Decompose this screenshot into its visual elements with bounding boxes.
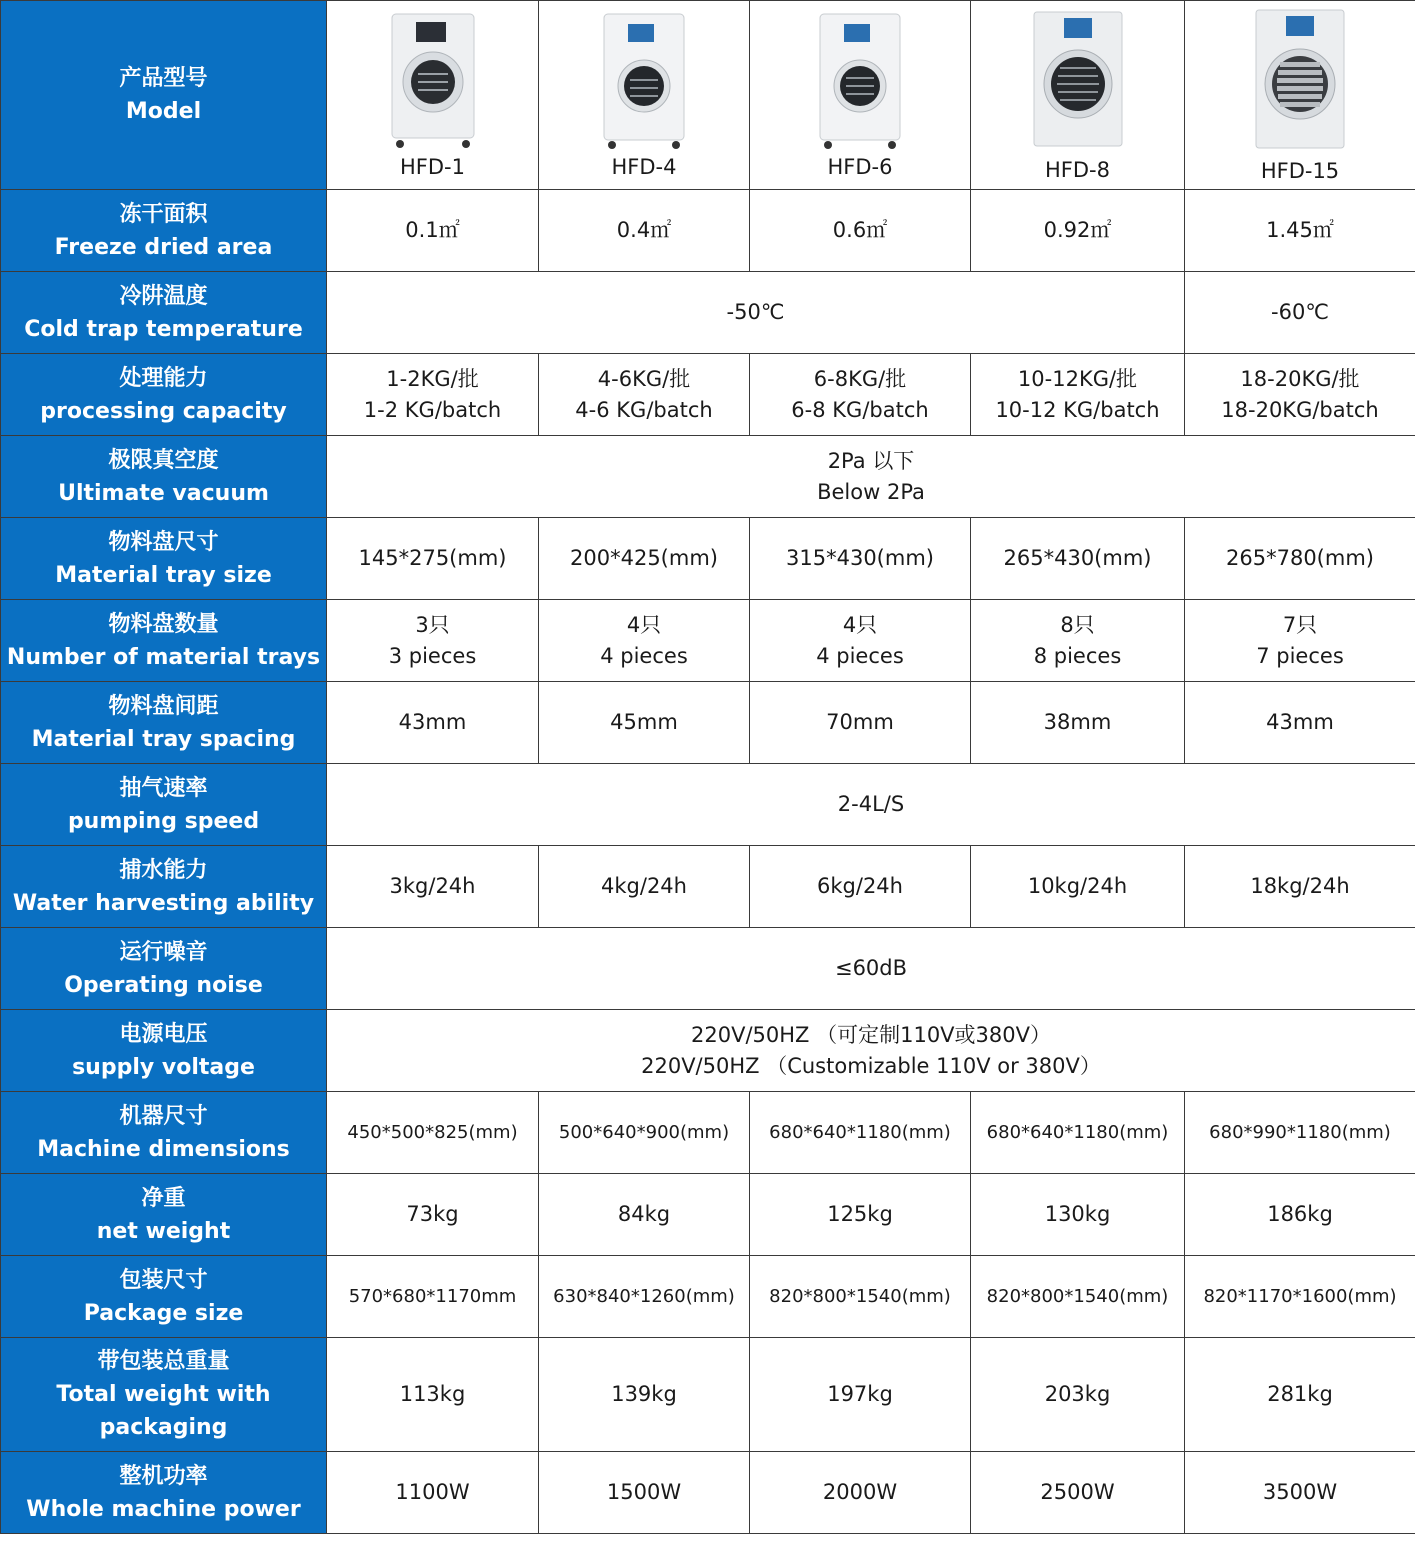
value-cell: 0.4㎡ — [539, 190, 750, 272]
label-en: Ultimate vacuum — [58, 480, 269, 506]
value-zh: 1-2KG/批 — [386, 366, 479, 391]
label-ultimate-vacuum — [1, 436, 327, 518]
row-whole-machine-power — [1, 1452, 1415, 1534]
label-zh: 机器尺寸 — [119, 1103, 208, 1129]
value-zh: 8只 — [1060, 612, 1095, 637]
value-cell — [327, 354, 539, 436]
value-cell — [750, 600, 971, 682]
label-en: Operating noise — [64, 972, 263, 998]
value-cell: 200*425(mm) — [539, 518, 750, 600]
value-cell: 2-4L/S — [327, 764, 1415, 846]
value-cell — [971, 600, 1185, 682]
value-cell: 0.92㎡ — [971, 190, 1185, 272]
row-material-tray-size — [1, 518, 1415, 600]
row-package-size — [1, 1256, 1415, 1338]
model-cell-hfd-15 — [1185, 1, 1415, 190]
label-material-tray-spacing — [1, 682, 327, 764]
value-cell: 130kg — [971, 1174, 1185, 1256]
label-machine-dimensions — [1, 1092, 327, 1174]
label-en: Material tray size — [55, 562, 272, 588]
label-supply-voltage — [1, 1010, 327, 1092]
freeze-dryer-hfd-8-image — [1030, 8, 1126, 153]
label-en: Package size — [83, 1300, 244, 1326]
label-zh: 电源电压 — [119, 1021, 208, 1047]
value-en: 4-6 KG/batch — [575, 397, 713, 422]
label-en: Machine dimensions — [37, 1136, 290, 1162]
label-zh: 包装尺寸 — [119, 1267, 208, 1293]
value-cell: 0.6㎡ — [750, 190, 971, 272]
value-cell: 145*275(mm) — [327, 518, 539, 600]
value-cell — [327, 1010, 1415, 1092]
value-zh: 4只 — [842, 612, 878, 637]
label-zh: 产品型号 — [119, 66, 208, 91]
row-supply-voltage — [1, 1010, 1415, 1092]
value-en: 10-12 KG/batch — [995, 397, 1160, 422]
label-water-harvesting — [1, 846, 327, 928]
value-cell: 10kg/24h — [971, 846, 1185, 928]
value-cell — [327, 436, 1415, 518]
value-cell: 680*990*1180(mm) — [1185, 1092, 1415, 1174]
value-cell: 203kg — [971, 1338, 1185, 1452]
freeze-dryer-hfd-15-image — [1252, 6, 1348, 154]
label-zh: 冷阱温度 — [119, 283, 208, 309]
model-name: HFD-8 — [1045, 157, 1110, 182]
model-name: HFD-6 — [827, 155, 893, 179]
value-cell — [971, 354, 1185, 436]
value-cell: 820*800*1540(mm) — [971, 1256, 1185, 1338]
row-model — [1, 1, 1415, 190]
value-cell: 197kg — [750, 1338, 971, 1452]
freeze-dryer-hfd-6-image — [816, 10, 904, 150]
row-material-tray-spacing — [1, 682, 1415, 764]
label-net-weight — [1, 1174, 327, 1256]
value-zh: 4-6KG/批 — [597, 366, 691, 391]
value-en: 220V/50HZ （Customizable 110V or 380V） — [641, 1053, 1101, 1078]
value-cell: 820*800*1540(mm) — [750, 1256, 971, 1338]
label-package-size — [1, 1256, 327, 1338]
value-cell: 265*430(mm) — [971, 518, 1185, 600]
label-en: Water harvesting ability — [12, 890, 315, 916]
model-cell-hfd-1 — [327, 1, 539, 190]
value-cell — [750, 354, 971, 436]
row-ultimate-vacuum — [1, 436, 1415, 518]
value-en: 7 pieces — [1256, 643, 1344, 668]
value-cell: 2000W — [750, 1452, 971, 1534]
row-water-harvesting — [1, 846, 1415, 928]
value-cell: 500*640*900(mm) — [539, 1092, 750, 1174]
value-cell: 4kg/24h — [539, 846, 750, 928]
value-cell: 1100W — [327, 1452, 539, 1534]
value-en: 18-20KG/batch — [1221, 397, 1379, 422]
value-cell: 186kg — [1185, 1174, 1415, 1256]
label-zh: 运行噪音 — [119, 939, 208, 965]
label-whole-machine-power — [1, 1452, 327, 1534]
value-cell: 2500W — [971, 1452, 1185, 1534]
label-en: Cold trap temperature — [24, 316, 303, 342]
label-number-of-trays — [1, 600, 327, 682]
row-number-of-trays — [1, 600, 1415, 682]
label-zh: 净重 — [141, 1185, 186, 1211]
row-operating-noise — [1, 928, 1415, 1010]
value-cell — [327, 600, 539, 682]
model-name: HFD-1 — [400, 155, 465, 179]
value-cell: 0.1㎡ — [327, 190, 539, 272]
model-cell-hfd-4 — [539, 1, 750, 190]
label-en: Freeze dried area — [54, 234, 273, 260]
value-zh: 10-12KG/批 — [1017, 366, 1138, 391]
label-freeze-dried-area — [1, 190, 327, 272]
label-zh: 抽气速率 — [119, 775, 208, 801]
model-name: HFD-15 — [1260, 159, 1340, 183]
model-cell-hfd-8 — [971, 1, 1185, 190]
value-zh: 2Pa 以下 — [827, 448, 915, 473]
value-zh: 6-8KG/批 — [813, 366, 907, 391]
value-cell: 315*430(mm) — [750, 518, 971, 600]
row-machine-dimensions — [1, 1092, 1415, 1174]
value-cell: 43mm — [1185, 682, 1415, 764]
label-zh: 整机功率 — [119, 1463, 208, 1489]
value-zh: 4只 — [626, 612, 662, 637]
value-cell: 450*500*825(mm) — [327, 1092, 539, 1174]
value-zh: 220V/50HZ （可定制110V或380V） — [691, 1022, 1051, 1047]
value-cell — [1185, 600, 1415, 682]
value-en: 4 pieces — [600, 643, 688, 668]
value-en: Below 2Pa — [817, 479, 925, 504]
value-cell: 18kg/24h — [1185, 846, 1415, 928]
value-cell: 70mm — [750, 682, 971, 764]
label-en: pumping speed — [67, 808, 260, 834]
label-zh: 处理能力 — [119, 365, 208, 391]
label-en: Model — [125, 99, 202, 124]
value-cell: 680*640*1180(mm) — [971, 1092, 1185, 1174]
value-cell: 73kg — [327, 1174, 539, 1256]
row-freeze-dried-area — [1, 190, 1415, 272]
value-en: 6-8 KG/batch — [791, 397, 929, 422]
freeze-dryer-hfd-1-image — [388, 10, 478, 150]
label-pumping-speed — [1, 764, 327, 846]
label-zh: 带包装总重量 — [97, 1349, 230, 1374]
value-en: 1-2 KG/batch — [363, 397, 502, 422]
value-en: 8 pieces — [1033, 643, 1122, 668]
label-en: Whole machine power — [26, 1496, 301, 1522]
value-cell: 45mm — [539, 682, 750, 764]
value-cell: 3500W — [1185, 1452, 1415, 1534]
label-zh: 物料盘数量 — [108, 611, 219, 637]
label-model — [1, 1, 327, 190]
label-en: processing capacity — [40, 398, 287, 424]
value-cell: 125kg — [750, 1174, 971, 1256]
value-cell: 139kg — [539, 1338, 750, 1452]
row-total-weight — [1, 1338, 1415, 1452]
value-cell: -60℃ — [1185, 272, 1415, 354]
label-en: Total weight with packaging — [56, 1382, 271, 1440]
label-total-weight — [1, 1338, 327, 1452]
label-zh: 捕水能力 — [119, 857, 208, 883]
label-cold-trap-temperature — [1, 272, 327, 354]
row-net-weight — [1, 1174, 1415, 1256]
value-cell: 820*1170*1600(mm) — [1185, 1256, 1415, 1338]
label-zh: 极限真空度 — [108, 447, 219, 473]
label-zh: 冻干面积 — [119, 201, 208, 227]
value-zh: 18-20KG/批 — [1240, 366, 1360, 391]
value-cell: 1.45㎡ — [1185, 190, 1415, 272]
value-cell: 3kg/24h — [327, 846, 539, 928]
value-cell: 281kg — [1185, 1338, 1415, 1452]
value-zh: 7只 — [1282, 612, 1318, 637]
value-cell: 113kg — [327, 1338, 539, 1452]
label-material-tray-size — [1, 518, 327, 600]
label-en: Number of material trays — [6, 644, 321, 670]
value-cell: ≤60dB — [327, 928, 1415, 1010]
label-zh: 物料盘间距 — [108, 693, 219, 719]
value-cell: -50℃ — [327, 272, 1185, 354]
freeze-dryer-hfd-4-image — [600, 10, 688, 150]
value-cell: 630*840*1260(mm) — [539, 1256, 750, 1338]
value-cell — [539, 600, 750, 682]
model-cell-hfd-6 — [750, 1, 971, 190]
value-en: 3 pieces — [388, 643, 477, 668]
value-en: 4 pieces — [816, 643, 904, 668]
value-cell: 38mm — [971, 682, 1185, 764]
value-cell — [1185, 354, 1415, 436]
value-cell: 1500W — [539, 1452, 750, 1534]
row-cold-trap-temperature — [1, 272, 1415, 354]
label-en: supply voltage — [72, 1054, 255, 1080]
value-cell: 84kg — [539, 1174, 750, 1256]
value-cell: 43mm — [327, 682, 539, 764]
value-cell: 570*680*1170mm — [327, 1256, 539, 1338]
label-processing-capacity — [1, 354, 327, 436]
label-zh: 物料盘尺寸 — [108, 529, 219, 555]
value-cell: 6kg/24h — [750, 846, 971, 928]
label-en: net weight — [96, 1218, 231, 1244]
label-en: Material tray spacing — [31, 726, 296, 752]
value-zh: 3只 — [415, 612, 450, 637]
value-cell — [539, 354, 750, 436]
value-cell: 265*780(mm) — [1185, 518, 1415, 600]
model-name: HFD-4 — [611, 155, 677, 179]
value-cell: 680*640*1180(mm) — [750, 1092, 971, 1174]
row-pumping-speed — [1, 764, 1415, 846]
row-processing-capacity — [1, 354, 1415, 436]
label-operating-noise — [1, 928, 327, 1010]
